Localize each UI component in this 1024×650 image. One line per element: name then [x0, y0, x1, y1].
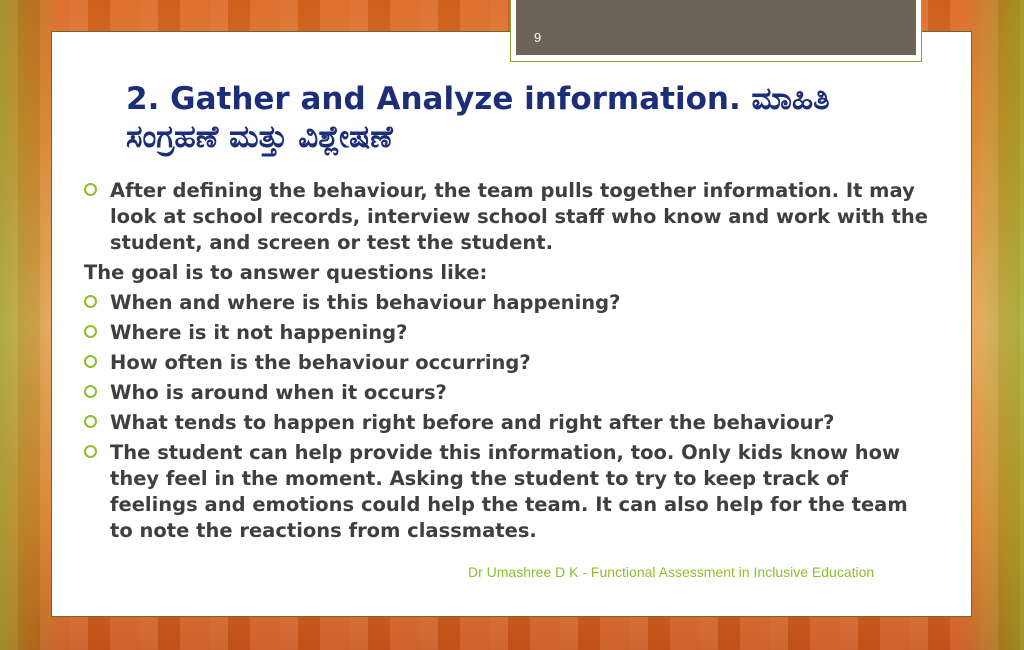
page-number-tab [510, 0, 922, 62]
question-item [84, 380, 934, 406]
bullet-circle-icon [84, 325, 97, 338]
slide-title: 2. Gather and Analyze information. ಮಾಹಿತಿ ಸಂಗ್ರಹಣೆ ಮತ್ತು ವಿಶ್ಲೇಷಣೆ [126, 81, 830, 155]
question-text: Where is it not happening? [110, 321, 408, 344]
bullet-circle-icon [84, 295, 97, 308]
page-number: 9 [534, 30, 542, 45]
page-number-tab-fill [516, 0, 916, 55]
question-text: What tends to happen right before and right after the behaviour? [110, 411, 835, 434]
question-item [84, 410, 934, 436]
bullet-circle-icon [84, 355, 97, 368]
question-text: How often is the behaviour occurring? [110, 351, 531, 374]
bullet-circle-icon [84, 183, 97, 196]
question-item [84, 290, 934, 316]
slide-footer: Dr Umashree D K - Functional Assessment in Inclusive Education [468, 564, 875, 580]
bullet-circle-icon [84, 445, 97, 458]
bullet-text: After defining the behaviour, the team pulls together information. It may look at school records, interview school staff who know and work with the student, and screen or test the student. [110, 179, 928, 254]
slide-body [84, 178, 934, 548]
question-item [84, 320, 934, 346]
question-item [84, 350, 934, 376]
bullet-text: The student can help provide this information, too. Only kids know how they feel in the moment. Asking the student to try to keep track of feelings and emotions could help the team. It can also help for the team to note the reactions from classmates. [110, 441, 908, 542]
question-text: Who is around when it occurs? [110, 381, 447, 404]
bullet-item [84, 178, 934, 256]
bullet-item [84, 440, 934, 544]
bullet-circle-icon [84, 385, 97, 398]
intro-line: The goal is to answer questions like: [84, 261, 488, 284]
question-text: When and where is this behaviour happening? [110, 291, 621, 314]
bullet-circle-icon [84, 415, 97, 428]
